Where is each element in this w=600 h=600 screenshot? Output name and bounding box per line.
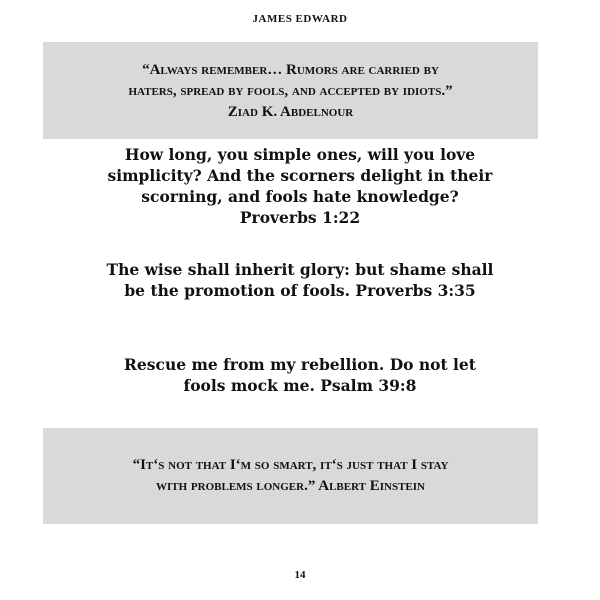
verse-line: scorning, and fools hate knowledge? (141, 187, 459, 206)
quote-box-bottom (43, 428, 538, 524)
verse-line: How long, you simple ones, will you love (124, 145, 476, 164)
quote-line: haters, spread by fools, and accepted by idiots.” (128, 83, 453, 99)
verse-line: fools mock me. Psalm 39:8 (183, 376, 417, 395)
verse-block (0, 144, 600, 228)
quote-line: “Always remember… Rumors are carried by (142, 62, 439, 78)
running-header: JAMES EDWARD (252, 13, 348, 25)
verse-line: simplicity? And the scorners delight in their (107, 166, 493, 185)
page-number: 14 (294, 569, 306, 581)
verse-line: The wise shall inherit glory: but shame shall (106, 260, 494, 279)
verse-block (0, 354, 600, 396)
verse-line: Rescue me from my rebellion. Do not let (124, 355, 476, 374)
quote-line: “It‘s not that I‘m so smart, it‘s just that I stay (132, 457, 449, 473)
verse-line: be the promotion of fools. Proverbs 3:35 (124, 281, 476, 300)
quote-line: with problems longer.” Albert Einstein (156, 478, 425, 494)
quote-box-top (43, 42, 538, 139)
verse-reference: Proverbs 1:22 (239, 208, 361, 227)
quote-attribution: Ziad K. Abdelnour (227, 104, 354, 120)
verse-block (0, 259, 600, 301)
